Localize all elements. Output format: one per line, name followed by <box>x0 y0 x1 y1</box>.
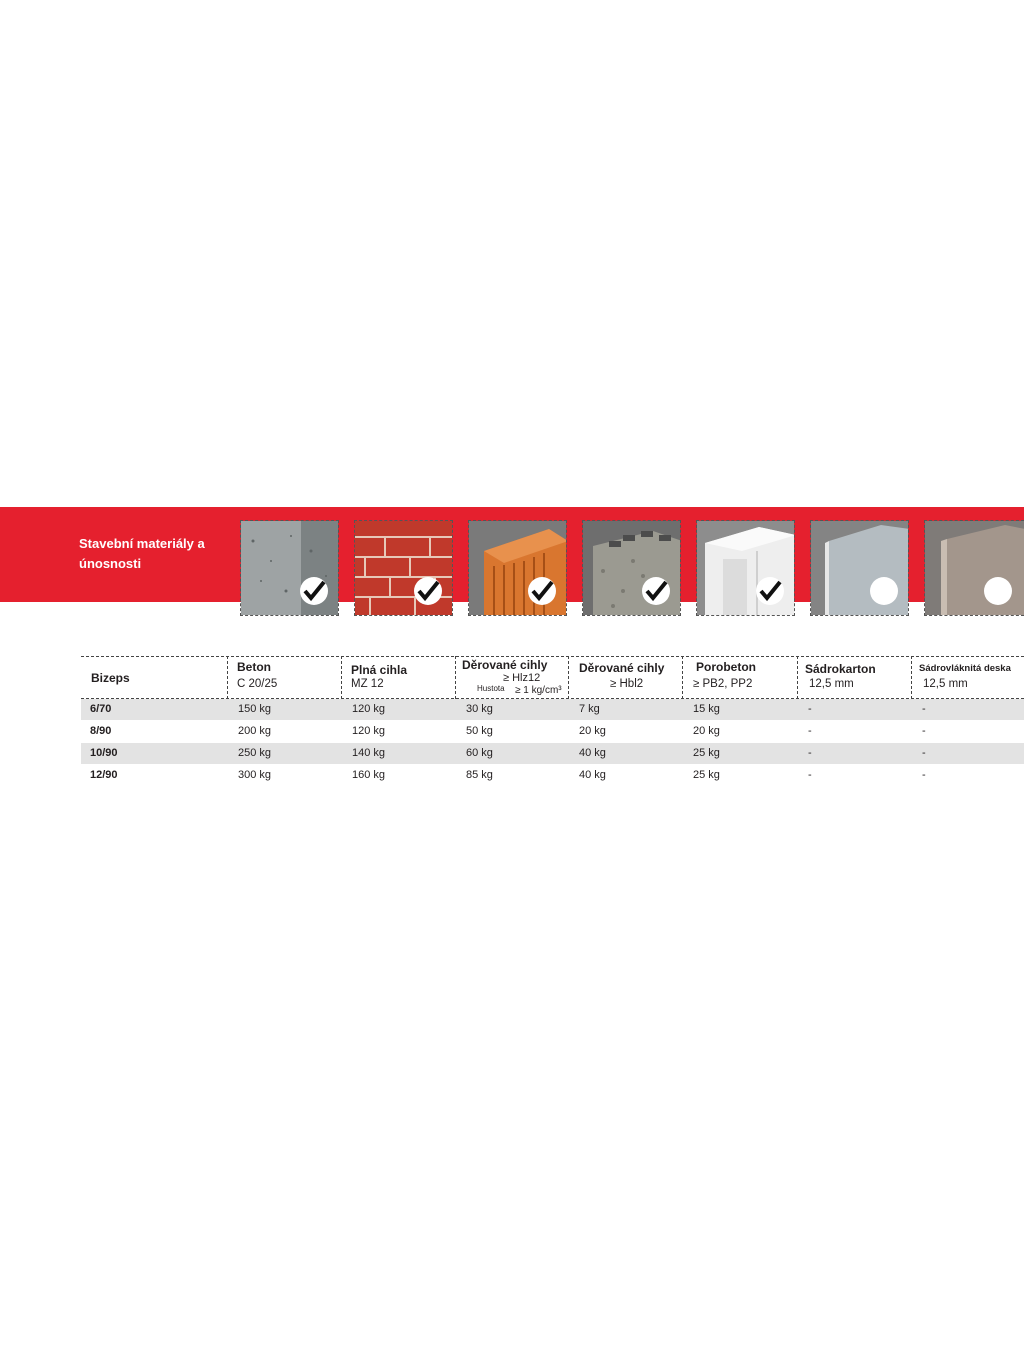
header-label: Děrované cihly <box>579 661 665 675</box>
banner-title: Stavební materiály a únosnosti <box>79 536 205 571</box>
load-value: 25 kg <box>693 747 720 759</box>
table-row <box>81 699 1024 720</box>
header-cell-sadrokarton <box>797 656 911 699</box>
row-type: 12/90 <box>90 769 118 781</box>
header-spec: 12,5 mm <box>923 678 968 690</box>
material-image-aerated-concrete <box>696 520 795 616</box>
load-value: 140 kg <box>352 747 386 759</box>
check-icon <box>300 577 328 605</box>
header-cell-beton <box>227 656 341 699</box>
load-value: - <box>922 769 926 781</box>
load-value: 20 kg <box>693 725 720 737</box>
load-value: 60 kg <box>466 747 493 759</box>
header-spec: 12,5 mm <box>809 678 854 690</box>
material-image-concrete <box>240 520 339 616</box>
load-value: - <box>808 747 812 759</box>
load-value: 120 kg <box>352 725 386 737</box>
row-type: 6/70 <box>90 703 112 715</box>
material-image-perforated-brick <box>468 520 567 616</box>
header-spec: MZ 12 <box>351 678 384 690</box>
table-row <box>81 765 1024 786</box>
check-icon <box>528 577 556 605</box>
row-type: 10/90 <box>90 747 118 759</box>
load-value: 20 kg <box>579 725 606 737</box>
header-cell-plna-cihla <box>341 656 455 699</box>
load-value: 40 kg <box>579 769 606 781</box>
load-value: - <box>808 703 812 715</box>
load-value: 7 kg <box>579 703 600 715</box>
check-icon <box>642 577 670 605</box>
check-icon <box>756 577 784 605</box>
header-note-value: ≥ 1 kg/cm³ <box>515 685 562 696</box>
circle-icon <box>984 577 1012 605</box>
header-label: Sádrokarton <box>805 662 876 676</box>
load-value: 250 kg <box>238 747 272 759</box>
load-value: 85 kg <box>466 769 493 781</box>
row-type: 8/90 <box>90 725 112 737</box>
load-value: - <box>922 703 926 715</box>
load-value: - <box>808 769 812 781</box>
header-cell-derovane-cihly-hbl <box>568 656 682 699</box>
header-label: Porobeton <box>696 660 756 674</box>
header-cell-bizeps <box>81 656 227 699</box>
header-spec: ≥ PB2, PP2 <box>693 678 753 690</box>
circle-icon <box>870 577 898 605</box>
header-label: Bizeps <box>91 671 130 685</box>
check-icon <box>414 577 442 605</box>
load-value: 120 kg <box>352 703 386 715</box>
header-cell-sadrovlaknita-deska <box>911 656 1024 699</box>
header-label: Děrované cihly <box>462 658 548 672</box>
header-label: Beton <box>237 660 271 674</box>
material-image-hollow-block <box>582 520 681 616</box>
load-value: 40 kg <box>579 747 606 759</box>
load-value: 150 kg <box>238 703 272 715</box>
load-value: - <box>922 725 926 737</box>
material-image-plasterboard <box>810 520 909 616</box>
header-spec: ≥ Hbl2 <box>610 678 644 690</box>
table-row <box>81 743 1024 764</box>
header-label: Plná cihla <box>351 663 408 677</box>
load-value: 30 kg <box>466 703 493 715</box>
header-spec: C 20/25 <box>237 678 278 690</box>
load-value: - <box>808 725 812 737</box>
header-cell-derovane-cihly-hlz <box>455 656 568 699</box>
header-label: Sádrovláknitá deska <box>919 663 1011 674</box>
table-row <box>81 721 1024 742</box>
load-value: - <box>922 747 926 759</box>
load-value: 300 kg <box>238 769 272 781</box>
load-value: 25 kg <box>693 769 720 781</box>
load-value: 15 kg <box>693 703 720 715</box>
load-value: 200 kg <box>238 725 272 737</box>
header-cell-porobeton <box>682 656 797 699</box>
load-value: 50 kg <box>466 725 493 737</box>
material-image-fibreboard <box>924 520 1024 616</box>
material-image-solid-brick <box>354 520 453 616</box>
header-note-label: Hustota <box>477 684 505 693</box>
header-spec: ≥ Hlz12 <box>503 672 541 684</box>
load-value: 160 kg <box>352 769 386 781</box>
